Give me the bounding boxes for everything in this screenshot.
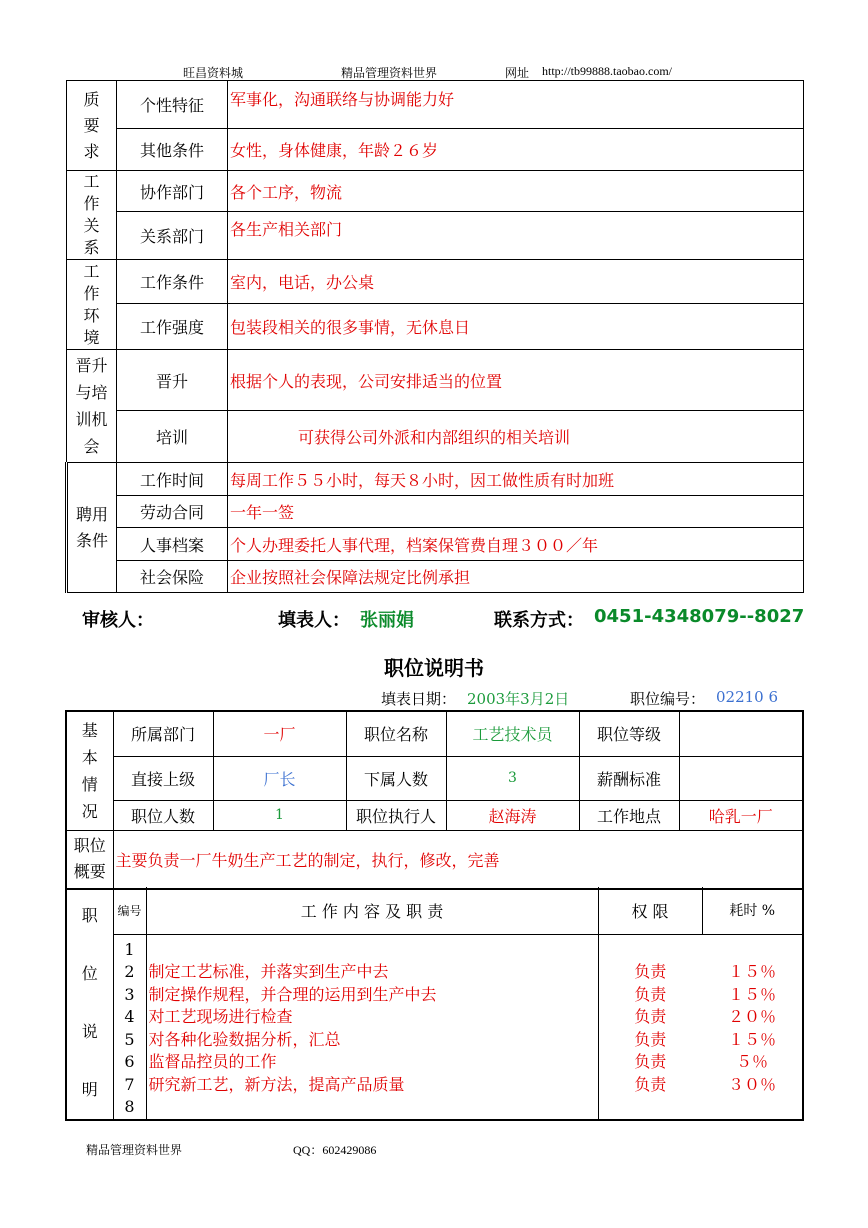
header-url-label: 网址	[505, 66, 530, 80]
quality-category: 质 要 求	[67, 81, 117, 171]
contact-label: 联系方式：	[494, 610, 584, 631]
row-label: 其他条件	[117, 129, 228, 171]
row-label: 关系部门	[117, 212, 228, 260]
place-label: 工作地点	[579, 800, 679, 830]
row-label: 工作条件	[117, 260, 228, 304]
boss-value: 厂长	[213, 756, 346, 800]
overview-text: 主要负责一厂牛奶生产工艺的制定，执行，修改，完善	[113, 830, 803, 889]
row-value: 每周工作５５小时，每天８小时，因工做性质有时加班	[228, 463, 804, 496]
row-label: 工作时间	[117, 463, 228, 496]
row-label: 晋升	[117, 350, 228, 411]
filler-label: 填表人：	[278, 610, 350, 631]
row-value: 各生产相关部门	[228, 212, 804, 260]
col-authority: 权 限	[598, 887, 702, 934]
code-label: 职位编号：	[630, 690, 706, 708]
row-value: 女性，身体健康，年龄２６岁	[228, 129, 804, 171]
dept-label: 所属部门	[113, 711, 213, 756]
basic-category: 基 本 情 况	[66, 711, 113, 830]
row-value: 个人办理委托人事代理，档案保管费自理３００／年	[228, 528, 804, 561]
footer-qq: QQ：602429086	[293, 1143, 377, 1157]
row-value: 根据个人的表现，公司安排适当的位置	[228, 350, 804, 411]
row-value: 军事化，沟通联络与协调能力好	[228, 81, 804, 129]
header-site-name: 精品管理资料世界	[341, 66, 438, 80]
duty-times: １５％ １５％ ２０％ １５％ ５％ ３０％	[702, 934, 803, 1120]
col-content: 工 作 内 容 及 职 责	[146, 887, 598, 934]
contact-value: 0451-4348079--8027	[594, 606, 805, 627]
col-time: 耗时 %	[702, 887, 803, 934]
reviewer-label: 审核人：	[82, 610, 154, 631]
row-label: 社会保险	[117, 561, 228, 593]
row-label: 工作强度	[117, 304, 228, 350]
row-value: 室内，电话，办公桌	[228, 260, 804, 304]
filler-name: 张丽娟	[360, 610, 414, 631]
code-value: 02210 6	[716, 688, 779, 706]
title-value: 工艺技术员	[446, 711, 579, 756]
row-label: 协作部门	[117, 171, 228, 212]
grade-label: 职位等级	[579, 711, 679, 756]
duties-category: 职 位 说 明	[66, 887, 113, 1120]
row-value: 可获得公司外派和内部组织的相关培训	[228, 411, 804, 463]
row-value: 一年一签	[228, 496, 804, 528]
subordinates-label: 下属人数	[346, 756, 446, 800]
row-label: 培训	[117, 411, 228, 463]
requirements-table	[65, 80, 804, 593]
row-label: 个性特征	[117, 81, 228, 129]
row-label: 劳动合同	[117, 496, 228, 528]
hire-category: 聘用 条件	[67, 463, 117, 593]
col-number: 编号	[113, 887, 146, 934]
duty-contents: 制定工艺标准，并落实到生产中去 制定操作规程，并合理的运用到生产中去 对工艺现场进行检查 对各种化验数据分析，汇总 监督品控员的工作 研究新工艺，新方法，提高产品质量	[146, 934, 598, 1120]
date-label: 填表日期：	[381, 690, 457, 708]
overview-category: 职位 概要	[66, 830, 113, 889]
place-value: 哈乳一厂	[679, 800, 803, 830]
executor-label: 职位执行人	[346, 800, 446, 830]
boss-label: 直接上级	[113, 756, 213, 800]
pay-value	[679, 756, 803, 800]
duty-authorities: 负责 负责 负责 负责 负责 负责	[598, 934, 702, 1120]
basic-info-table	[65, 710, 804, 890]
dept-value: 一厂	[213, 711, 346, 756]
subordinates-value: 3	[446, 756, 579, 800]
duties-table	[65, 887, 804, 1121]
duty-numbers: 1 2 3 4 5 6 7 8	[113, 934, 146, 1120]
document-title: 职位说明书	[384, 656, 484, 680]
environment-category: 工 作 环 境	[67, 260, 117, 350]
count-label: 职位人数	[113, 800, 213, 830]
footer-site-name: 精品管理资料世界	[86, 1143, 183, 1157]
header-shop: 旺昌资料城	[183, 66, 244, 80]
promotion-category: 晋升 与培 训机 会	[67, 350, 117, 463]
row-value: 包装段相关的很多事情，无休息日	[228, 304, 804, 350]
pay-label: 薪酬标准	[579, 756, 679, 800]
row-value: 各个工序，物流	[228, 171, 804, 212]
row-value: 企业按照社会保障法规定比例承担	[228, 561, 804, 593]
count-value: 1	[213, 800, 346, 830]
date-value: 2003年3月2日	[467, 690, 570, 708]
title-label: 职位名称	[346, 711, 446, 756]
grade-value	[679, 711, 803, 756]
executor-value: 赵海涛	[446, 800, 579, 830]
row-label: 人事档案	[117, 528, 228, 561]
relation-category: 工 作 关 系	[67, 171, 117, 260]
header-url: http://tb99888.taobao.com/	[542, 64, 672, 78]
